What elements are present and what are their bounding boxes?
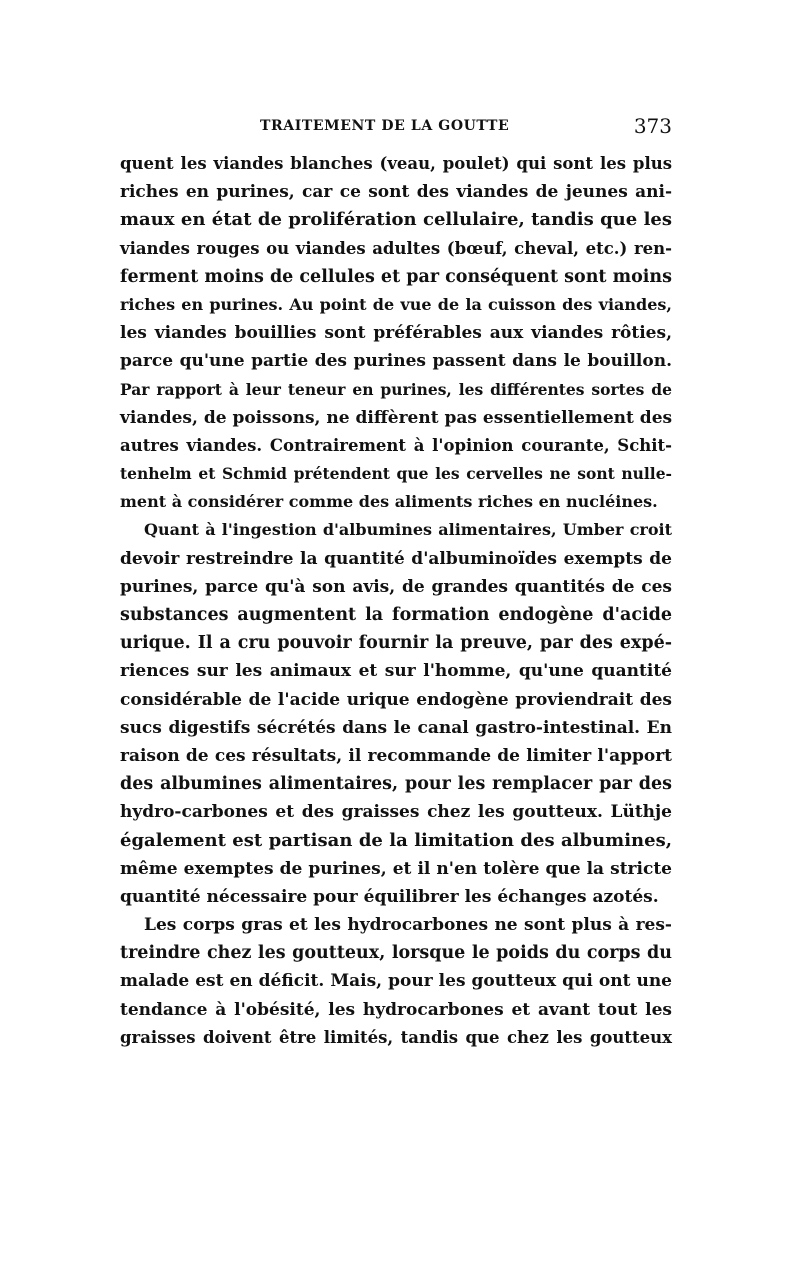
text-line: Quant à l'ingestion d'albumines alimentaires, Umber croit [144,520,672,540]
text-line: parce qu'une partie des purines passent dans le bouillon. [120,351,672,372]
text-line: purines, parce qu'à son avis, de grandes quantités de ces [120,576,672,597]
text-line: sucs digestifs sécrétés dans le canal gastro-intestinal. En [120,717,672,738]
text-line: graisses doivent être limités, tandis que chez les goutteux [120,1027,672,1047]
text-line: les viandes bouillies sont préférables aux viandes rôties, [120,323,672,344]
text-line: devoir restreindre la quantité d'albuminoïdes exempts de [120,548,672,569]
text-line: urique. Il a cru pouvoir fournir la preuve, par des expé- [120,633,672,654]
text-line: tenhelm et Schmid prétendent que les cervelles ne sont nulle- [120,464,672,484]
text-line: hydro-carbones et des graisses chez les goutteux. Lüthje [120,802,672,823]
text-line: raison de ces résultats, il recommande de limiter l'apport [120,745,672,766]
text-line: également est partisan de la limitation des albumines, [120,829,672,851]
text-line: maux en état de prolifération cellulaire, tandis que les [120,209,672,231]
text-line: Par rapport à leur teneur en purines, les différentes sortes de [120,379,672,399]
text-line: ferment moins de cellules et par conséquent sont moins [120,266,673,287]
text-line: considérable de l'acide urique endogène proviendrait des [120,689,672,710]
text-line: autres viandes. Contrairement à l'opinion courante, Schit- [120,435,672,455]
text-line: treindre chez les goutteux, lorsque le poids du corps du [120,943,672,964]
text-line: riences sur les animaux et sur l'homme, qu'une quantité [120,661,672,682]
page-number: 373 [633,114,672,138]
text-line: viandes rouges ou viandes adultes (bœuf, cheval, etc.) ren- [120,238,672,258]
text-line: riches en purines. Au point de vue de la cuisson des viandes, [120,294,672,314]
running-head [120,114,672,138]
text-line: quent les viandes blanches (veau, poulet) qui sont les plus [120,154,672,173]
text-line: ment à considérer comme des aliments riches en nucléines. [120,492,658,512]
text-line: même exemptes de purines, et il n'en tolère que la stricte [120,858,672,879]
text-line: malade est en déficit. Mais, pour les goutteux qui ont une [120,971,672,992]
text-line: substances augmentent la formation endogène d'acide [120,605,672,625]
text-line: Les corps gras et les hydrocarbones ne sont plus à res- [144,915,672,936]
body-text [120,150,672,1052]
text-line: des albumines alimentaires, pour les remplacer par des [120,774,672,795]
text-line: viandes, de poissons, ne diffèrent pas essentiellement des [120,407,673,428]
text-line: tendance à l'obésité, les hydrocarbones et avant tout les [120,999,672,1020]
running-title: TRAITEMENT DE LA GOUTTE [260,118,510,134]
text-line: quantité nécessaire pour équilibrer les échanges azotés. [120,886,659,907]
text-line: riches en purines, car ce sont des viandes de jeunes ani- [120,182,672,203]
